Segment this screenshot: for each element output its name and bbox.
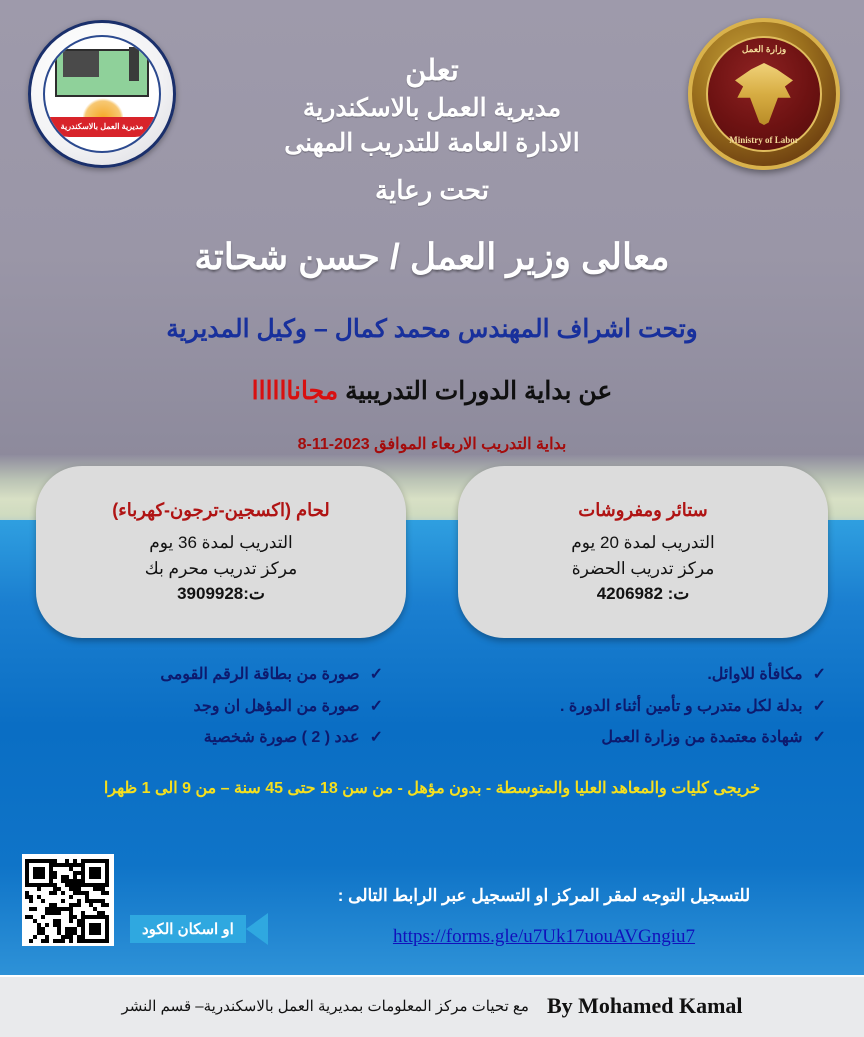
registration-instruction: للتسجيل التوجه لمقر المركز او التسجيل عبر الرابط التالى :: [337, 886, 751, 905]
course-center: مركز تدريب الحضرة: [571, 558, 715, 578]
ministry-logo-bottom-caption: Ministry of Labor: [729, 135, 799, 145]
requirements-list: [38, 664, 383, 759]
logo-left-caption: مديرية العمل بالاسكندرية: [60, 122, 144, 131]
ministry-of-labor-logo: [688, 18, 840, 170]
qr-code[interactable]: [22, 854, 114, 946]
courses-announcement-prefix: عن بداية الدورات التدريبية: [338, 377, 613, 405]
eligibility-text: خريجى كليات والمعاهد العليا والمتوسطة - بدون مؤهل - من سن 18 حتى 45 سنة – من 9 الى 1 ظهرا: [103, 780, 761, 797]
check-icon: ✓: [369, 729, 383, 747]
course-title: ستائر ومفروشات: [578, 500, 708, 520]
course-card: [458, 466, 828, 638]
check-icon: ✓: [812, 729, 826, 747]
ministry-logo-top-caption: وزارة العمل: [741, 44, 787, 54]
course-phone: ت: 4206982: [596, 584, 690, 603]
list-item: [481, 696, 826, 718]
announce-word: تعلن: [405, 55, 459, 87]
list-item: [481, 664, 826, 686]
requirement-text: صورة من بطاقة الرقم القومى: [160, 666, 360, 683]
factory-tower-icon: [129, 47, 139, 81]
benefit-text: شهادة معتمدة من وزارة العمل: [601, 729, 803, 747]
check-icon: ✓: [369, 666, 383, 683]
course-card: [36, 466, 406, 638]
registration-link[interactable]: https://forms.gle/u7Uk17uouAVGngiu7: [392, 926, 696, 947]
list-item: [481, 727, 826, 749]
sun-icon: [83, 97, 123, 119]
logo-left-caption-band: [49, 117, 155, 137]
scan-code-callout: [130, 913, 268, 945]
qr-code-grid: [25, 859, 109, 943]
under-care-label: تحت رعاية: [375, 175, 489, 206]
ministry-logo-inner: [706, 36, 822, 152]
course-title: لحام (اكسجين-ترجون-كهرباء): [112, 500, 330, 520]
course-duration: التدريب لمدة 36 يوم: [149, 533, 293, 552]
scan-code-label: او اسكان الكود: [130, 915, 246, 943]
courses-announcement: [0, 376, 864, 406]
requirement-text: صورة من المؤهل ان وجد: [193, 697, 360, 715]
minister-name: معالى وزير العمل / حسن شحاتة: [194, 236, 670, 277]
org-line-2: الادارة العامة للتدريب المهنى: [284, 129, 580, 158]
eagle-icon: [735, 63, 793, 125]
course-center: مركز تدريب محرم بك: [144, 558, 298, 578]
course-duration: التدريب لمدة 20 يوم: [571, 533, 715, 552]
footer-author: By Mohamed Kamal: [546, 993, 743, 1018]
check-icon: ✓: [812, 697, 826, 715]
header-block: [190, 52, 674, 206]
requirement-text: عدد ( 2 ) صورة شخصية: [203, 729, 360, 747]
courses-free-word: مجاناااااا: [251, 377, 339, 405]
logo-left-inner: [43, 35, 161, 153]
org-line-1: مديرية العمل بالاسكندرية: [302, 94, 562, 123]
factory-building-icon: [63, 51, 99, 77]
list-item: [38, 696, 383, 718]
benefits-list: [481, 664, 826, 759]
supervisor-name: وتحت اشراف المهندس محمد كمال – وكيل المديرية: [166, 315, 698, 343]
check-icon: ✓: [369, 697, 383, 715]
training-start-date: بداية التدريب الاربعاء الموافق 2023-11-8: [297, 436, 567, 453]
check-icon: ✓: [812, 666, 826, 683]
benefit-text: مكافأة للاوائل.: [707, 666, 803, 683]
benefit-text: بدلة لكل متدرب و تأمين أثناء الدورة .: [560, 697, 803, 715]
course-phone: ت:3909928: [177, 584, 265, 603]
footer-credit: مع تحيات مركز المعلومات بمديرية العمل بالاسكندرية– قسم النشر: [121, 998, 529, 1015]
alexandria-labor-directorate-logo: [28, 20, 176, 168]
list-item: [38, 727, 383, 749]
footer: [0, 975, 864, 1037]
list-item: [38, 664, 383, 686]
